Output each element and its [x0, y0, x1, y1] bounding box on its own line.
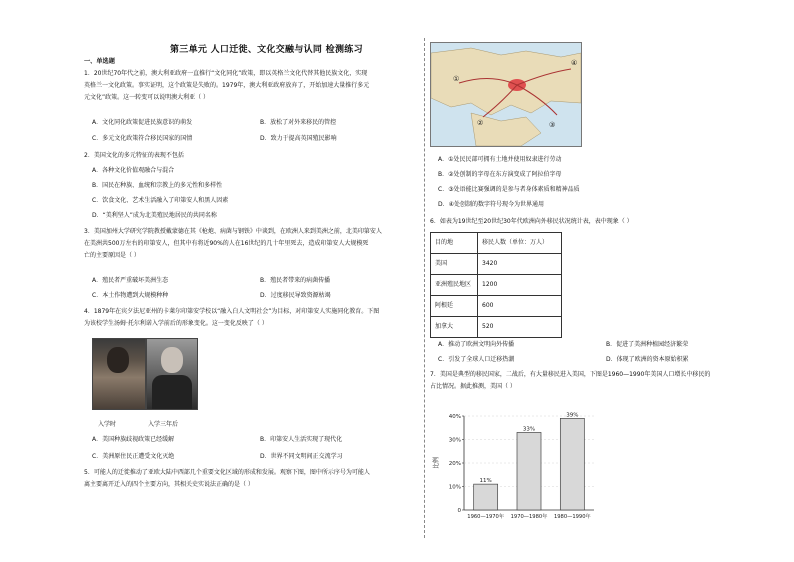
- left-column: [84, 0, 420, 562]
- bar-data-label: 11%: [479, 478, 492, 485]
- question-3: [84, 228, 420, 260]
- option-c[interactable]: C．引发了全球人口迁移热潮: [438, 356, 515, 363]
- option-b[interactable]: B．促进了美洲种植园经济繁荣: [606, 341, 689, 348]
- table-cell: 520: [478, 317, 562, 338]
- option-d[interactable]: D．致力于提高英国殖民影响: [260, 135, 337, 142]
- y-axis-label: 比例: [433, 456, 440, 470]
- question-text: 5．可能人的迁徙推动了亚欧大陆中西部几个重要文化区域的形成和发展。观察下图，图中所示序号为可能人: [84, 469, 370, 476]
- y-tick-label: 0: [457, 508, 461, 514]
- option-a[interactable]: A．文化同化政策促进民族意识的萌发: [92, 119, 193, 126]
- option-c[interactable]: C．饮食文化、艺术生活融入了印第安人和黑人因素: [92, 197, 229, 204]
- x-tick-label: 1970—1980年: [510, 514, 548, 520]
- option-a[interactable]: A．①处民民部可拥有土地并使用奴隶进行劳动: [438, 156, 562, 163]
- question-text: 3．美国加州大学研究学院教授戴蒙德在其《枪炮、病菌与钢铁》中谈到，在欧洲人来到美洲之前，北美印第安人: [84, 228, 382, 235]
- y-tick-label: 40%: [448, 414, 461, 420]
- page-title: 第三单元 人口迁徙、文化交融与认同 检测练习: [170, 45, 363, 55]
- map-label: ③: [549, 121, 556, 129]
- migration-table: [430, 232, 562, 338]
- option-b[interactable]: B．放松了对外来移民的管控: [260, 119, 337, 126]
- student-after-photo: [146, 338, 198, 410]
- table-header-cell: 移民人数（单位：万人）: [478, 233, 562, 254]
- table-row: [431, 275, 562, 296]
- question-text: 离主要离开迁入的四个主要方向，其相关史实说法正确的是（ ）: [84, 481, 254, 489]
- immigration-bar-chart: [430, 404, 600, 522]
- question-text: 为该校学生汤姆·托尔利诺入学前后的形象变化。这一变化反映了（ ）: [84, 320, 268, 328]
- option-d[interactable]: D．世界不同文明间正交流学习: [260, 453, 343, 460]
- option-c[interactable]: C．本土作物遭到大规模种种: [92, 292, 169, 299]
- map-label: ①: [453, 75, 460, 83]
- option-b[interactable]: B．②处创制的字母在东方演变成了阿拉伯字母: [438, 171, 562, 178]
- bar: [560, 418, 584, 510]
- option-d[interactable]: D．④处创制的数字符号现今为世界通用: [438, 201, 544, 208]
- question-6: 6．如表为19世纪至20世纪30年代欧洲向外移民状况统计表，表中现象（ ）: [430, 218, 633, 225]
- y-tick-label: 20%: [448, 461, 461, 467]
- x-tick-label: 1980—1990年: [553, 514, 591, 520]
- table-cell: 美国: [431, 254, 478, 275]
- suit-shape: [152, 375, 192, 409]
- table-row: [431, 317, 562, 338]
- option-c[interactable]: C．③处语能比赛强调的是参与者身体素质和精神品质: [438, 186, 580, 193]
- section-heading: 一、单选题: [84, 58, 115, 65]
- face-shape: [161, 347, 183, 373]
- table-cell: 加拿大: [431, 317, 478, 338]
- table-cell: 1200: [478, 275, 562, 296]
- question-4: [84, 308, 420, 328]
- photo-caption-before: 入学时: [98, 421, 117, 428]
- question-text: 4．1879年在宾夕法尼亚州的卡莱尔印第安学校以“融入白人文明社会”为目标，对印第安人实施同化教育。下图: [84, 308, 380, 315]
- x-tick-label: 1960—1970年: [467, 514, 505, 520]
- question-1: [84, 70, 420, 102]
- y-tick-label: 30%: [448, 437, 461, 444]
- table-header-cell: 目的地: [431, 233, 478, 254]
- map-label: ②: [477, 119, 484, 127]
- option-a[interactable]: A．各种文化价值观融合与混合: [92, 167, 175, 174]
- table-row: [431, 254, 562, 275]
- option-d[interactable]: D．过度移民导致资源枯竭: [260, 292, 331, 299]
- question-text: 英格兰一文化政策。事实证明，这个政策是失败的。1979年，澳大利亚政府放弃了，开始加速大量推行多元: [84, 82, 370, 90]
- bar-data-label: 33%: [522, 426, 536, 433]
- face-shape: [107, 347, 129, 373]
- option-c[interactable]: C．多元文化政策符合移民国家的国情: [92, 135, 193, 142]
- option-b[interactable]: B．印第安人生活实现了现代化: [260, 436, 343, 443]
- right-column: [430, 0, 770, 562]
- bar: [474, 484, 498, 510]
- question-text: 占比情况。据此推测，美国（ ）: [430, 383, 516, 391]
- map-label: ④: [571, 59, 578, 67]
- table-cell: 3420: [478, 254, 562, 275]
- question-text: 在美洲共500万左右的印第安人，但其中有将近90%的人在16世纪的几十年里死去，造成印第安人大规模死: [84, 240, 369, 248]
- column-divider: [424, 38, 425, 538]
- option-b[interactable]: B．国民在种族、血统和宗教上的多元性和多样性: [92, 182, 223, 189]
- option-d[interactable]: D．“美利坚人”成为北美殖民地居民的共同名称: [92, 212, 217, 219]
- question-2: 2．美国文化的多元特征的表现不包括: [84, 152, 184, 159]
- y-tick-label: 10%: [448, 484, 461, 491]
- question-text: 元文化”政策。这一转变可以说明澳大利亚（ ）: [84, 94, 210, 102]
- question-text: 亡的主要原因是（ ）: [84, 252, 140, 260]
- table-cell: 阿根廷: [431, 296, 478, 317]
- option-a[interactable]: A．推动了欧洲文明向外传播: [438, 341, 515, 348]
- option-d[interactable]: D．体现了欧洲的资本原始积累: [606, 356, 689, 363]
- chart-bars: [467, 412, 590, 520]
- option-a[interactable]: A．殖民者严重破坏美洲生态: [92, 277, 169, 284]
- bar: [517, 432, 541, 510]
- table-cell: 600: [478, 296, 562, 317]
- question-7: [430, 371, 770, 391]
- question-text: 1．20世纪70年代之前，澳大利亚政府一直推行“文化同化”政策，即以英格兰文化代替其他民族文化，实现: [84, 70, 368, 77]
- option-c[interactable]: C．美洲原住民正遭受文化灭绝: [92, 453, 175, 460]
- table-header-row: [431, 233, 562, 254]
- photo-caption-after: 入学三年后: [148, 421, 179, 428]
- question-5: [84, 469, 420, 489]
- option-a[interactable]: A．美国种族歧视政策已经缓解: [92, 436, 175, 443]
- table-cell: 亚洲殖民地区: [431, 275, 478, 296]
- student-before-photo: [92, 338, 146, 410]
- bar-data-label: 39%: [566, 412, 579, 419]
- question-text: 7．美国是典型的移民国家，二战后，有大量移民进入美国，下图是1960—1990年美国人口增长中移民的: [430, 371, 711, 378]
- table-row: [431, 296, 562, 317]
- option-b[interactable]: B．殖民者带来的病菌传播: [260, 277, 331, 284]
